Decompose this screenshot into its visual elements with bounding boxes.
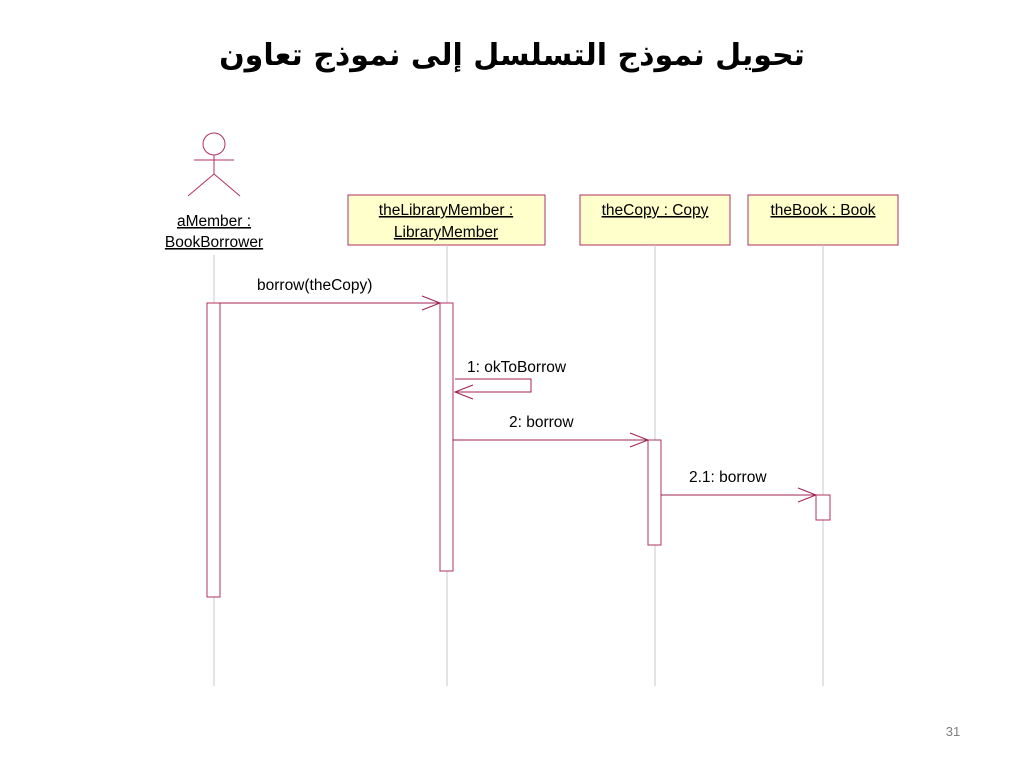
actor-label-line1: aMember : <box>176 213 252 230</box>
activation-bar-book <box>816 495 830 520</box>
message-label-borrow-2: 2: borrow <box>509 414 574 431</box>
actor-icon <box>188 133 240 196</box>
message-arrow-borrow-2-1 <box>661 488 816 502</box>
activation-bar-library-member <box>440 303 453 571</box>
message-label-borrow-thecopy: borrow(theCopy) <box>257 277 373 294</box>
message-label-borrow-2-1: 2.1: borrow <box>689 469 767 486</box>
page-number: 31 <box>945 724 961 739</box>
actor-label-line2: BookBorrower <box>164 234 264 251</box>
object-label-library-member-line2: LibraryMember <box>393 224 499 241</box>
activation-bar-actor <box>207 303 220 597</box>
object-label-book: theBook : Book <box>770 202 876 219</box>
activation-bar-copy <box>648 440 661 545</box>
slide-title: تحويل نموذج التسلسل إلى نموذج تعاون <box>219 38 805 73</box>
message-arrow-borrow-2 <box>453 433 648 447</box>
message-label-oktoborrow: 1: okToBorrow <box>467 359 567 376</box>
object-label-copy: theCopy : Copy <box>601 202 709 219</box>
object-label-library-member-line1: theLibraryMember : <box>378 202 514 219</box>
message-arrow-borrow-thecopy <box>220 296 440 310</box>
message-arrow-oktoborrow <box>455 379 531 399</box>
